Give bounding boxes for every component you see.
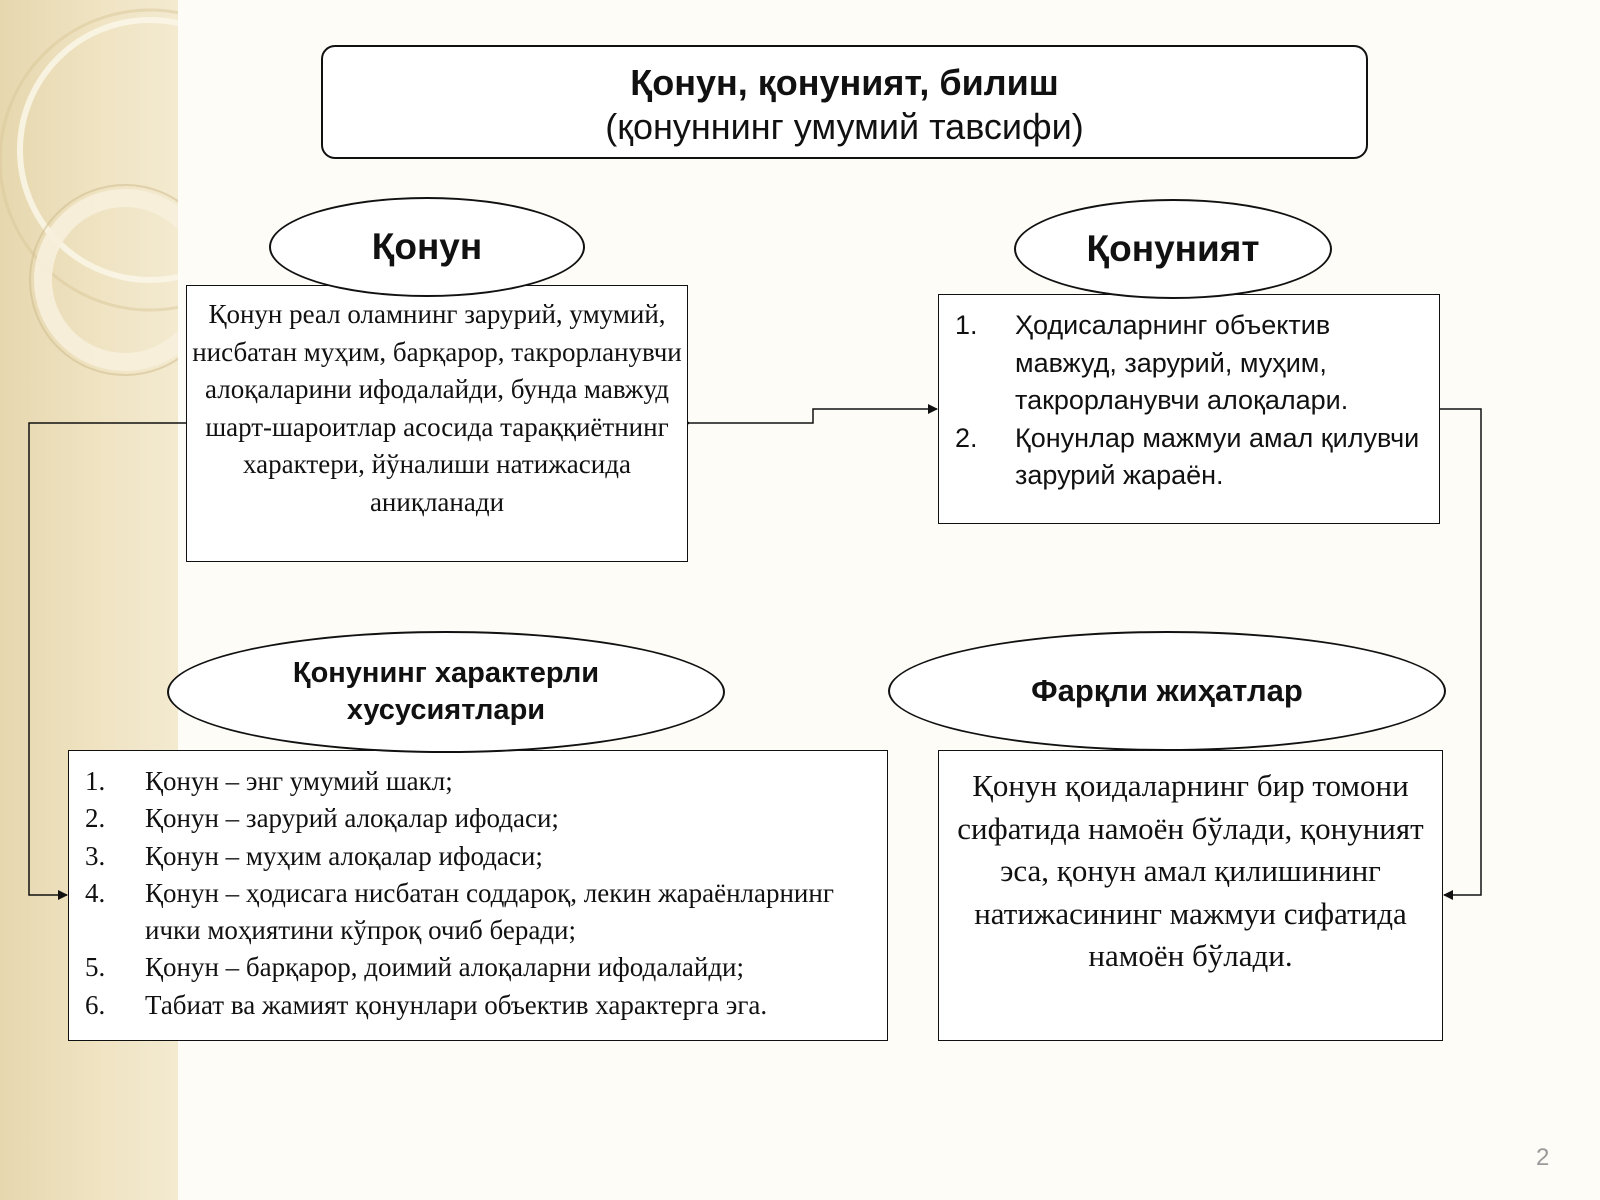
list-item-number: 3.	[85, 840, 106, 871]
features-list	[85, 763, 879, 1024]
title-box	[321, 45, 1368, 159]
list-item	[955, 307, 1429, 420]
connector-qonuniyat-differences	[1440, 409, 1481, 895]
list-item	[955, 420, 1429, 495]
list-item-number: 2.	[955, 422, 978, 453]
differences-heading-ellipse	[888, 631, 1446, 751]
qonuniyat-heading: Қонуният	[1086, 228, 1260, 269]
konun-heading: Қонун	[371, 226, 483, 267]
list-item	[85, 949, 879, 986]
list-item-number: 6.	[85, 989, 106, 1020]
list-item-number: 1.	[85, 766, 106, 796]
list-item-text: Қонун – барқарор, доимий алоқаларни ифодалайди;	[145, 952, 745, 983]
differences-text: Қонун қоидаларнинг бир томони сифатида намоён бўлади, қонуният эса, қонун амал қилишининг натижасининг мажмуи сифатида намоён бўлади.	[957, 768, 1424, 973]
list-item-number: 2.	[85, 803, 106, 834]
features-heading-ellipse	[167, 631, 725, 753]
slide-title: Қонун, қонуният, билиш	[630, 62, 1059, 103]
page-number: 2	[1536, 1144, 1550, 1171]
list-item-text: Қонунлар мажмуи амал қилувчи зарурий жараён.	[1015, 422, 1420, 490]
list-item	[85, 800, 879, 837]
list-item	[85, 838, 879, 875]
list-item	[85, 763, 879, 800]
qonuniyat-heading-ellipse	[1014, 199, 1332, 299]
list-item	[85, 875, 879, 950]
connector-konun-qonuniyat	[690, 409, 937, 423]
differences-box	[938, 750, 1443, 1041]
features-list-box	[68, 750, 888, 1041]
slide-subtitle: (қонуннинг умумий тавсифи)	[605, 106, 1084, 147]
qonuniyat-list	[955, 307, 1429, 495]
list-item	[85, 987, 879, 1024]
features-heading: Қонунинг характерли хусусиятлари	[292, 657, 600, 726]
konun-definition-box	[186, 285, 688, 562]
list-item-text: Қонун – зарурий алоқалар ифодаси;	[145, 803, 559, 834]
list-item-text: Табиат ва жамият қонунлари объектив характерга эга.	[145, 989, 768, 1020]
konun-heading-ellipse	[269, 197, 585, 297]
list-item-number: 5.	[85, 952, 106, 983]
list-item-text: Қонун – ҳодисага нисбатан соддароқ, лекин жараёнларнинг ички моҳиятини кўпроқ очиб беради;	[145, 877, 834, 946]
konun-definition-text: Қонун реал оламнинг зарурий, умумий, нисбатан муҳим, барқарор, такрорланувчи алоқаларини ифодалайди, бунда мавжуд шарт-шароитлар асосида тараққиётнинг характери, йўналиши натижасида аниқланади	[192, 299, 682, 517]
differences-heading: Фарқли жиҳатлар	[1031, 673, 1303, 708]
list-item-number: 1.	[955, 310, 978, 340]
qonuniyat-list-box	[938, 294, 1440, 524]
list-item-text: Ҳодисаларнинг объектив мавжуд, зарурий, муҳим, такрорланувчи алоқалари.	[1015, 310, 1349, 415]
list-item-number: 4.	[85, 877, 106, 908]
list-item-text: Қонун – муҳим алоқалар ифодаси;	[145, 840, 543, 871]
list-item-text: Қонун – энг умумий шакл;	[145, 766, 453, 796]
